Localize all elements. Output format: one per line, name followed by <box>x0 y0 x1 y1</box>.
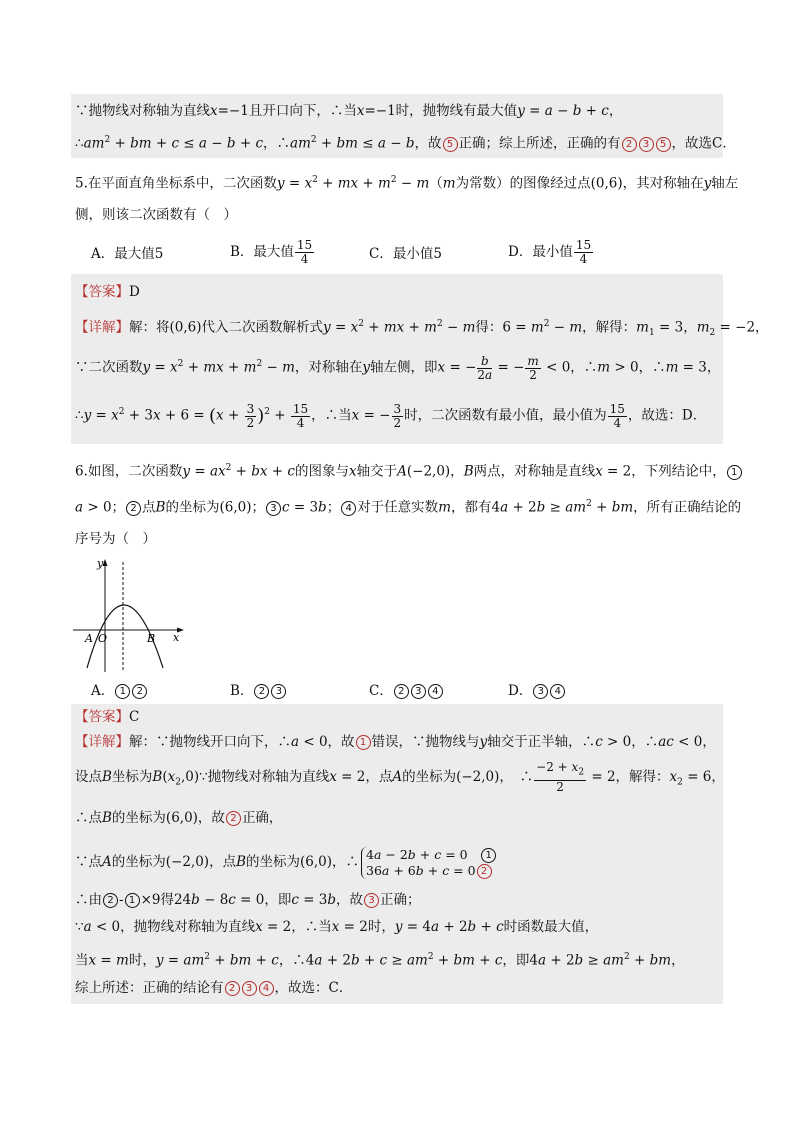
q6-stem-line-1: 6.如图，二次函数$y = ax^2$ + bx + c的图象与x轴交于A(−2,0)，B两点，对称轴是直线x = 2，下列结论中， 1 <box>71 450 723 486</box>
prev-solution-block <box>71 94 736 158</box>
y-axis-arrow <box>103 559 108 566</box>
q6-detail-line-4: ∵点A的坐标为(−2,0)，点B的坐标为(6,0)，∴ 4a − 2b + c = 0 1 36a + 6b + c = 0 2 <box>71 838 723 886</box>
q6-answer: 【答案】C <box>75 709 140 725</box>
q6-detail-line-8: 综上所述：正确的结论有 2 3 4 ，故选：C． <box>75 980 353 996</box>
q5-option-d[interactable]: D．最小值 $\frac{15}{4}$ <box>508 237 592 266</box>
q6-figure <box>71 556 723 674</box>
q6-detail-line-7: 当x = m时，$y = am^2$ + bm + c，∴4a + $2b + c \ge am^2$ + bm + c，即$4a + 2b \ge am^2$ + bm， <box>75 952 685 969</box>
q6-stem-line-2: a > 0； 2 点B的坐标为(6,0)； 3 c = 3b； 4 对于任意实数m，都有$4a + 2b \ge am^2$ + bm，所有正确结论的 <box>75 499 742 516</box>
fig-label-a: A <box>85 632 93 645</box>
q6-option-b[interactable]: B． 2 3 <box>230 679 369 699</box>
q6-stem-line-3: 序号为（ ） <box>75 531 156 547</box>
q5-stem-line-1: 5.在平面直角坐标系中，二次函数$y = x^2$ + mx + $m^2 - m(m$为常数）的图像经过点(0,6)，其对称轴在y轴左 <box>75 175 739 192</box>
q6-solution-block <box>71 704 723 1004</box>
q6-detail-line-5: ∴由 2 - 1 ×9得24b − 8c = 0，即c = 3b，故 3 正确； <box>75 892 421 908</box>
prev-solution-line-2: $\therefore am^2$ + bm + c ≤ a − b + c，$\therefore am^2$ + bm ≤ a − b，故 5 正确；综上所述，正确的有 2 3 5 ，故选C． <box>75 135 736 152</box>
q5-answer: 【答案】D <box>75 284 140 300</box>
q5-stem-line-2: 侧，则该二次函数有（ ） <box>75 207 237 223</box>
q5-detail-line-3: ∴y = $x^2 + 3x + 6 = (x$ + $\frac{3}{2}$ )$^2$ + $\frac{15}{4}$ ，∴当x = − $\frac{3}{2}$ 时，二次函数有最小值，最小值为 $\frac{15}{4}$ ，故选：D． <box>75 401 707 430</box>
parabola-graph <box>71 556 201 674</box>
fig-label-b: B <box>147 632 156 645</box>
fig-label-y: y <box>97 557 104 570</box>
q6-option-d[interactable]: D． 3 4 <box>508 679 647 699</box>
q5-detail-line-1: 【详解】解：将(0,6)代入二次函数解析式$y = x^2$ + mx + $m^2 - m$得：$6 = m^2 - m$，解得：$m_1 = 3$，$m_2 = -2$， <box>75 319 769 339</box>
question-6 <box>71 450 742 1004</box>
question-5 <box>71 162 769 444</box>
q5-option-c[interactable]: C．最小值5 <box>369 246 442 262</box>
q6-option-c[interactable]: C． 2 3 4 <box>369 679 508 699</box>
q5-option-a[interactable]: A．最大值5 <box>91 246 164 262</box>
document-page <box>71 94 769 1004</box>
q5-detail-line-2: ∵二次函数$y = x^2$ + mx + $m^2 - m$，对称轴在y轴左侧，即x = − $\frac{b}{2a}$ = − $\frac{m}{2}$ < 0，∴m > 0，∴m = 3， <box>75 353 721 382</box>
q5-options <box>71 232 723 272</box>
q6-detail-line-1: 【详解】解：∵抛物线开口向下，∴a < 0，故 1 错误，∵抛物线与y轴交于正半轴，∴c > 0，∴ac < 0， <box>75 734 716 750</box>
q5-option-b[interactable]: B．最大值 $\frac{15}{4}$ <box>230 237 313 266</box>
q6-detail-line-2: 设点B坐标为$B(x_2,0)\because$抛物线对称轴为直线x = 2，点A的坐标为(−2,0)， ∴ $\frac{-2 + x_2}{2}$ = 2，解得：$x_2 = 6$， <box>75 760 725 794</box>
q5-solution-block <box>71 274 769 444</box>
q6-options <box>71 674 723 704</box>
prev-solution-line-1: ∵抛物线对称轴为直线x=−1且开口向下，∴当x=−1时，抛物线有最大值y = a − b + c， <box>75 103 623 119</box>
fig-label-o: O <box>98 632 108 645</box>
fig-label-x: x <box>173 631 180 644</box>
q6-option-a[interactable]: A． 1 2 <box>91 679 230 699</box>
q6-detail-line-6: ∵a < 0，抛物线对称轴为直线x = 2，∴当x = 2时，y = 4a + 2b + c时函数最大值， <box>75 919 599 935</box>
q6-detail-line-3: ∴点B的坐标为(6,0)，故 2 正确， <box>75 810 283 826</box>
